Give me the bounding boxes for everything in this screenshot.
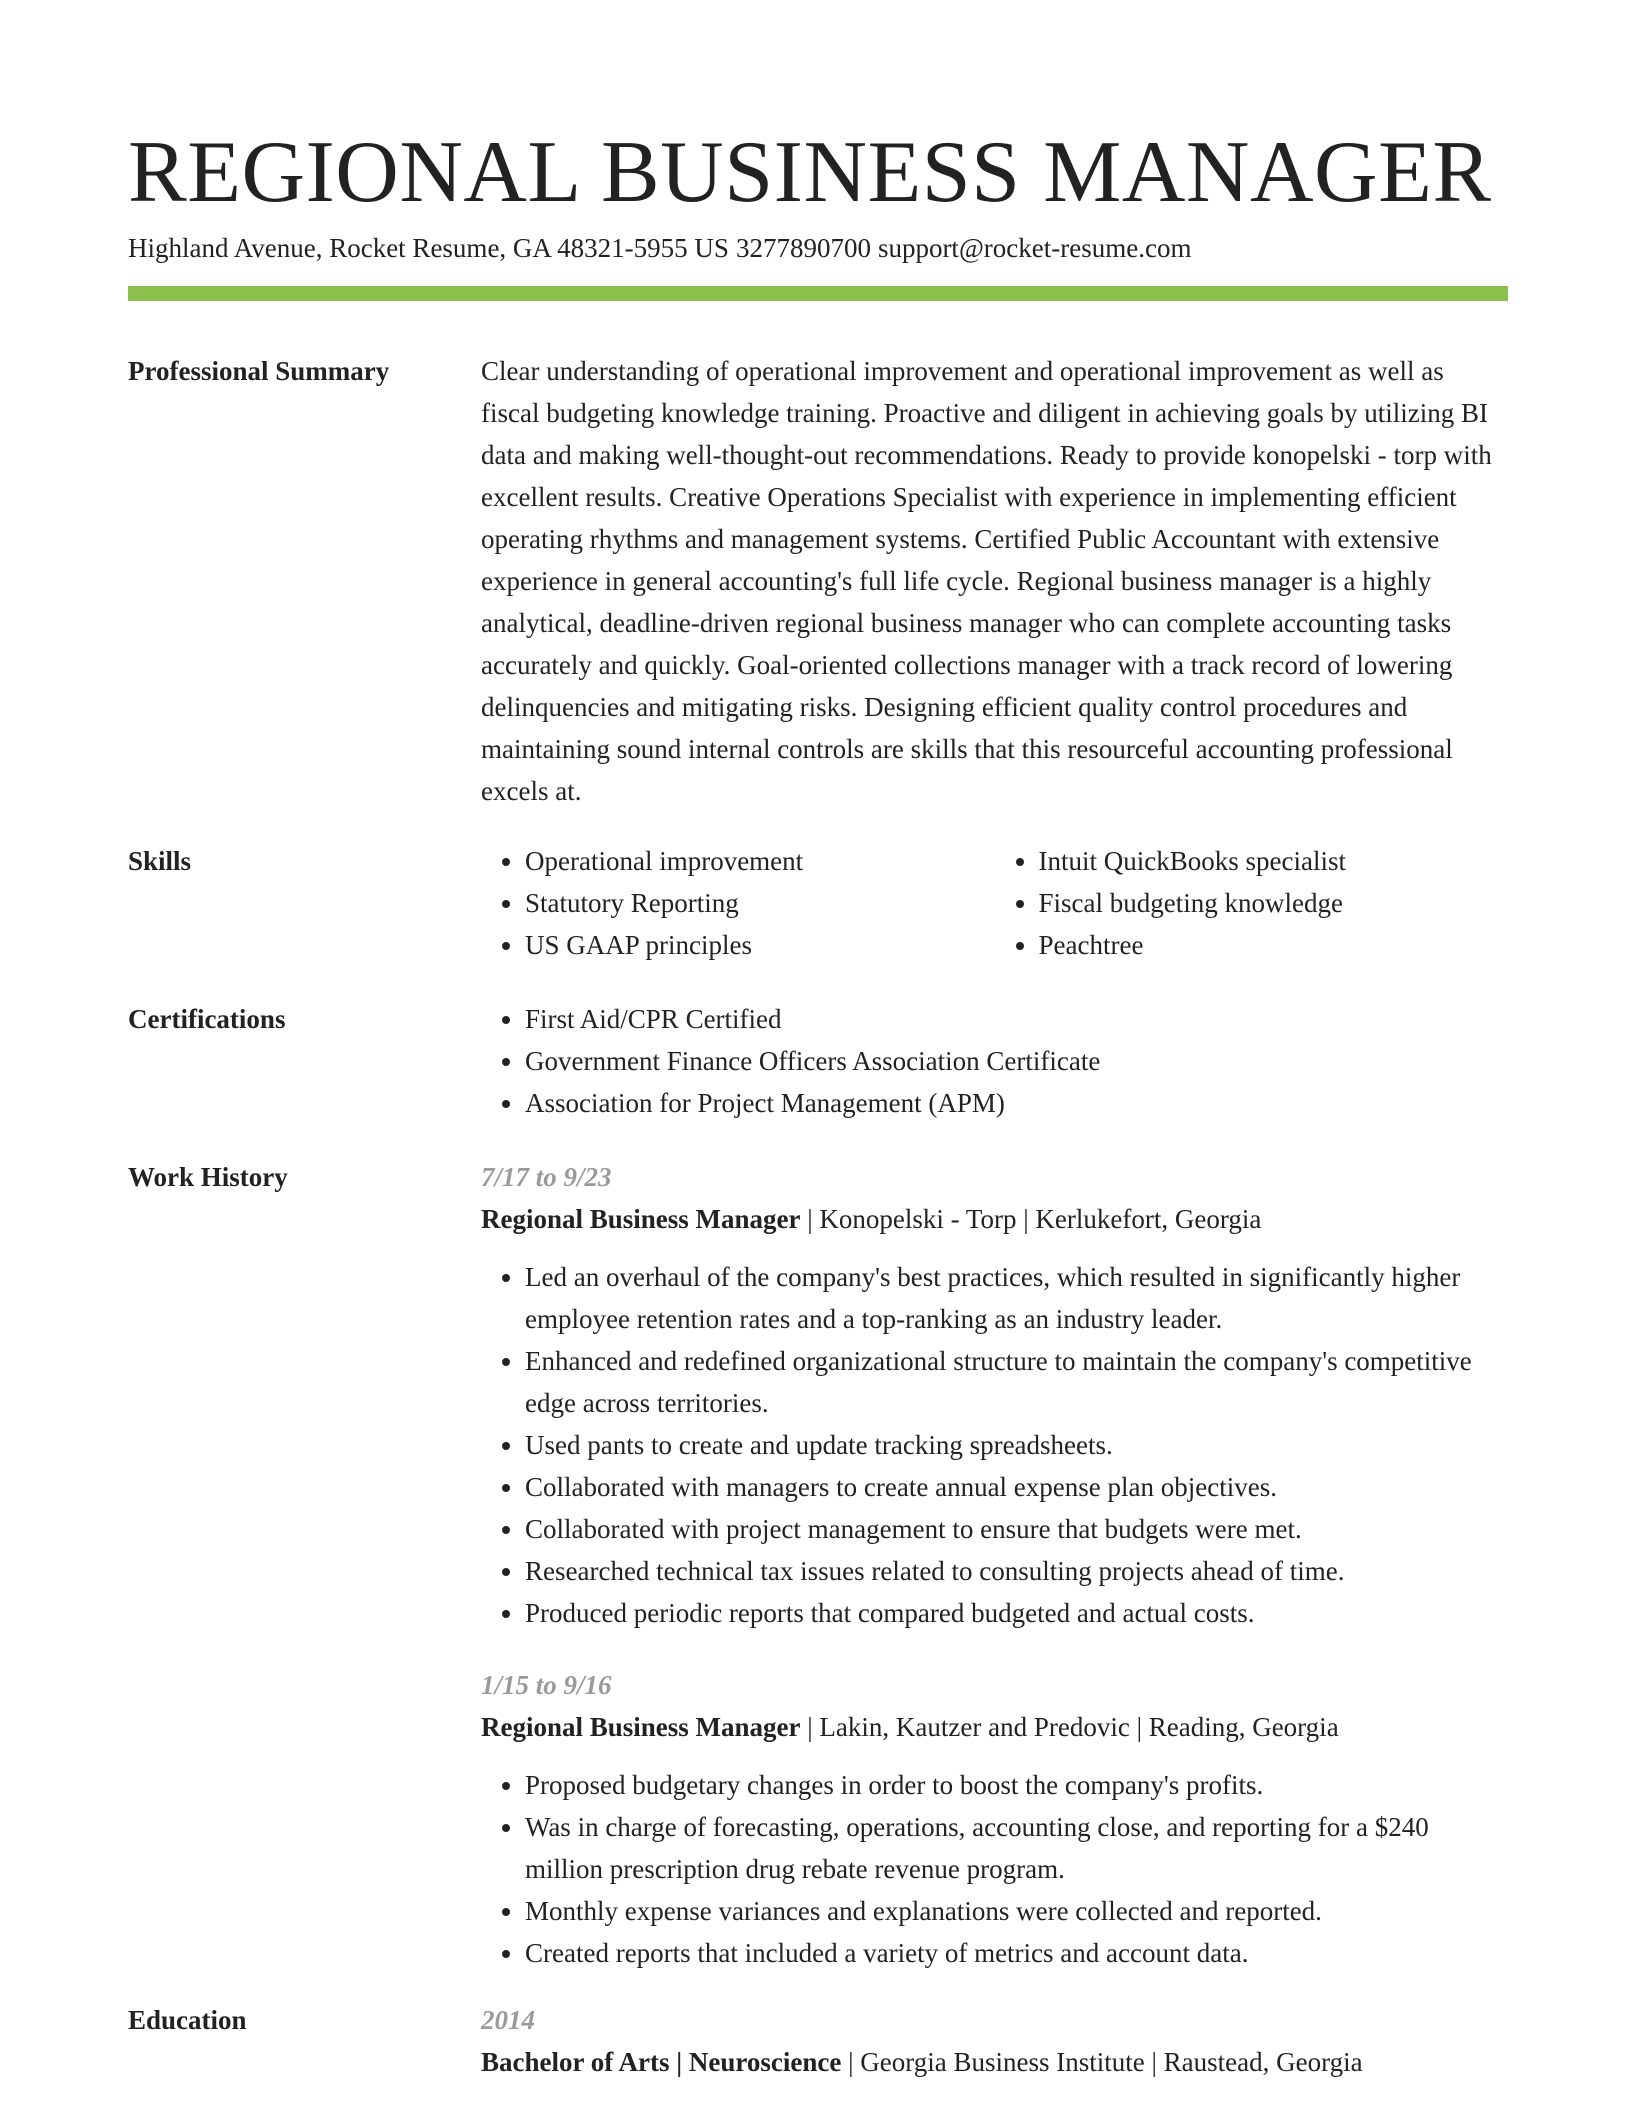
job-bullet: • Was in charge of forecasting, operations, accounting close, and reporting for a $240 million prescription drug rebate revenue program. [525,1806,1508,1890]
skills-list-left [481,840,995,966]
job-heading [481,1198,1508,1240]
certification-item: • Association for Project Management (APM) [525,1082,1508,1124]
section-label-work: Work History [128,1162,288,1192]
skills-list-right [995,840,1509,966]
summary-text: Clear understanding of operational improvement and operational improvement as well as fiscal budgeting knowledge training. Proactive and diligent in achieving goals by utilizing BI data and making well-thought-out recommendations. Ready to provide konopelski - torp with excellent results. Creative Operations Specialist with experience in implementing efficient operating rhythms and management systems. Certified Public Accountant with extensive experience in general accounting's full life cycle. Regional business manager is a highly analytical, deadline-driven regional business manager who can complete accounting tasks accurately and quickly. Goal-oriented collections manager with a track record of lowering delinquencies and mitigating risks. Designing efficient quality control procedures and maintaining sound internal controls are skills that this resourceful accounting professional excels at. [481,356,1492,806]
job-bullets [481,1256,1508,1634]
job-bullet: • Created reports that included a variety of metrics and account data. [525,1932,1508,1974]
skill-item: • Peachtree [1039,924,1509,966]
contact-address: Highland Avenue, Rocket Resume, GA 48321-5955 US [128,233,729,263]
contact-phone: 3277890700 [735,233,871,263]
education-degree: Bachelor of Arts | Neuroscience [481,2047,842,2077]
skill-item: • US GAAP principles [525,924,995,966]
job-bullet: • Collaborated with managers to create annual expense plan objectives. [525,1466,1508,1508]
section-label-skills: Skills [128,846,192,876]
job-dates: 7/17 to 9/23 [481,1162,612,1192]
job-title: Regional Business Manager [481,1204,801,1234]
section-label-certifications: Certifications [128,1004,286,1034]
job-dates: 1/15 to 9/16 [481,1670,612,1700]
certification-item: • Government Finance Officers Association Certificate [525,1040,1508,1082]
job-bullet: • Proposed budgetary changes in order to boost the company's profits. [525,1764,1508,1806]
education-heading [481,2041,1508,2083]
contact-line [128,230,1191,266]
job-bullet: • Researched technical tax issues related to consulting projects ahead of time. [525,1550,1508,1592]
education-year: 2014 [481,2005,535,2035]
job-entry [481,1664,1508,1974]
job-details: | Konopelski - Torp | Kerlukefort, Georgia [800,1204,1262,1234]
section-label-education: Education [128,2005,247,2035]
job-bullets [481,1764,1508,1974]
certifications-list [481,998,1508,1124]
job-bullet: • Produced periodic reports that compared budgeted and actual costs. [525,1592,1508,1634]
contact-email: support@rocket-resume.com [877,233,1192,263]
job-bullet: • Collaborated with project management to ensure that budgets were met. [525,1508,1508,1550]
job-entry [481,1156,1508,1634]
certification-item: • First Aid/CPR Certified [525,998,1508,1040]
job-bullet: • Led an overhaul of the company's best practices, which resulted in significantly higher employee retention rates and a top-ranking as an industry leader. [525,1256,1508,1340]
skill-item: • Statutory Reporting [525,882,995,924]
job-bullet: • Used pants to create and update tracking spreadsheets. [525,1424,1508,1466]
section-label-summary: Professional Summary [128,356,390,386]
education-details: | Georgia Business Institute | Raustead, Georgia [841,2047,1363,2077]
resume-title: REGIONAL BUSINESS MANAGER [128,124,1492,221]
job-heading [481,1706,1508,1748]
header-divider [128,286,1508,301]
skill-item: • Intuit QuickBooks specialist [1039,840,1509,882]
job-details: | Lakin, Kautzer and Predovic | Reading, Georgia [800,1712,1339,1742]
skill-item: • Operational improvement [525,840,995,882]
job-title: Regional Business Manager [481,1712,801,1742]
skill-item: • Fiscal budgeting knowledge [1039,882,1509,924]
job-bullet: • Enhanced and redefined organizational structure to maintain the company's competitive edge across territories. [525,1340,1508,1424]
job-bullet: • Monthly expense variances and explanations were collected and reported. [525,1890,1508,1932]
